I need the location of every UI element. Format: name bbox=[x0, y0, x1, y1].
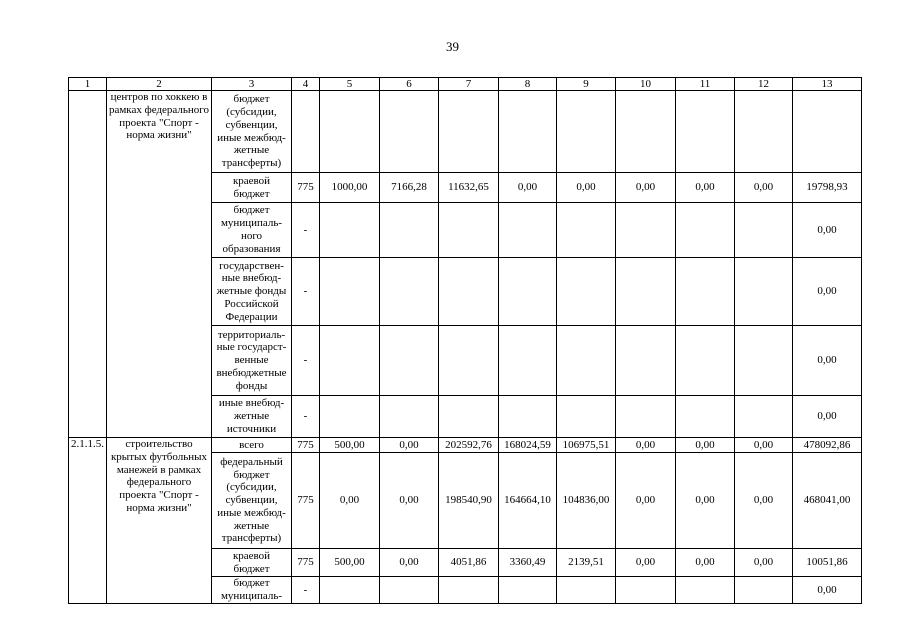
value-cell: 4051,86 bbox=[439, 549, 499, 577]
value-cell: 0,00 bbox=[616, 549, 676, 577]
funding-source-cell: бюджет (субсидии, субвенции, иные межбюд-жетные трансферты) bbox=[212, 91, 292, 173]
value-cell: 1000,00 bbox=[320, 173, 380, 203]
value-cell bbox=[380, 203, 439, 258]
item-code-cell bbox=[69, 91, 107, 438]
total-cell: 10051,86 bbox=[793, 549, 862, 577]
item-name-cell: строительство крытых футбольных манежей в рамках федерального проекта "Спорт - норма жизни" bbox=[107, 438, 212, 604]
value-cell bbox=[616, 91, 676, 173]
table-row bbox=[69, 91, 862, 173]
value-cell bbox=[616, 326, 676, 396]
value-cell bbox=[735, 203, 793, 258]
column-header-12: 12 bbox=[735, 78, 793, 91]
total-cell: 478092,86 bbox=[793, 438, 862, 453]
value-cell bbox=[320, 91, 380, 173]
value-cell: 0,00 bbox=[735, 453, 793, 549]
value-cell bbox=[557, 203, 616, 258]
code-cell bbox=[292, 91, 320, 173]
value-cell bbox=[320, 258, 380, 326]
value-cell: 168024,59 bbox=[499, 438, 557, 453]
value-cell bbox=[499, 258, 557, 326]
value-cell: 0,00 bbox=[616, 438, 676, 453]
column-header-1: 1 bbox=[69, 78, 107, 91]
value-cell bbox=[320, 396, 380, 438]
value-cell: 500,00 bbox=[320, 549, 380, 577]
value-cell: 7166,28 bbox=[380, 173, 439, 203]
column-header-3: 3 bbox=[212, 78, 292, 91]
value-cell bbox=[676, 91, 735, 173]
value-cell bbox=[557, 326, 616, 396]
funding-source-cell: бюджет муниципаль- bbox=[212, 577, 292, 604]
value-cell: 106975,51 bbox=[557, 438, 616, 453]
value-cell: 0,00 bbox=[676, 173, 735, 203]
value-cell bbox=[499, 326, 557, 396]
value-cell bbox=[735, 577, 793, 604]
value-cell: 0,00 bbox=[380, 453, 439, 549]
column-header-6: 6 bbox=[380, 78, 439, 91]
value-cell: 104836,00 bbox=[557, 453, 616, 549]
value-cell: 0,00 bbox=[735, 549, 793, 577]
value-cell bbox=[676, 396, 735, 438]
value-cell: 0,00 bbox=[676, 549, 735, 577]
value-cell bbox=[557, 91, 616, 173]
value-cell: 202592,76 bbox=[439, 438, 499, 453]
table-header-row bbox=[69, 78, 862, 91]
value-cell bbox=[320, 203, 380, 258]
value-cell: 0,00 bbox=[735, 438, 793, 453]
column-header-7: 7 bbox=[439, 78, 499, 91]
value-cell bbox=[735, 91, 793, 173]
column-header-8: 8 bbox=[499, 78, 557, 91]
value-cell: 500,00 bbox=[320, 438, 380, 453]
page-number: 39 bbox=[446, 39, 459, 54]
value-cell: 0,00 bbox=[735, 173, 793, 203]
code-cell: - bbox=[292, 577, 320, 604]
value-cell bbox=[439, 91, 499, 173]
value-cell: 0,00 bbox=[616, 173, 676, 203]
value-cell bbox=[499, 577, 557, 604]
value-cell bbox=[380, 396, 439, 438]
funding-source-cell: всего bbox=[212, 438, 292, 453]
value-cell bbox=[380, 91, 439, 173]
funding-source-cell: краевой бюджет bbox=[212, 173, 292, 203]
funding-source-cell: иные внебюд-жетные источники bbox=[212, 396, 292, 438]
value-cell bbox=[557, 396, 616, 438]
code-cell: - bbox=[292, 396, 320, 438]
value-cell bbox=[499, 203, 557, 258]
column-header-5: 5 bbox=[320, 78, 380, 91]
total-cell: 0,00 bbox=[793, 203, 862, 258]
column-header-10: 10 bbox=[616, 78, 676, 91]
value-cell bbox=[439, 577, 499, 604]
code-cell: 775 bbox=[292, 438, 320, 453]
code-cell: - bbox=[292, 258, 320, 326]
value-cell: 11632,65 bbox=[439, 173, 499, 203]
funding-source-cell: бюджет муниципаль-ного образования bbox=[212, 203, 292, 258]
value-cell: 0,00 bbox=[499, 173, 557, 203]
value-cell bbox=[320, 577, 380, 604]
total-cell: 0,00 bbox=[793, 326, 862, 396]
code-cell: 775 bbox=[292, 173, 320, 203]
column-header-4: 4 bbox=[292, 78, 320, 91]
code-cell: 775 bbox=[292, 549, 320, 577]
funding-source-cell: государствен-ные внебюд-жетные фонды Российской Федерации bbox=[212, 258, 292, 326]
value-cell: 2139,51 bbox=[557, 549, 616, 577]
value-cell: 164664,10 bbox=[499, 453, 557, 549]
value-cell bbox=[499, 91, 557, 173]
table-row bbox=[69, 438, 862, 453]
value-cell: 0,00 bbox=[380, 549, 439, 577]
value-cell bbox=[380, 326, 439, 396]
total-cell: 19798,93 bbox=[793, 173, 862, 203]
value-cell bbox=[616, 258, 676, 326]
column-header-13: 13 bbox=[793, 78, 862, 91]
funding-source-cell: территориаль-ные государст-венные внебюджетные фонды bbox=[212, 326, 292, 396]
value-cell bbox=[735, 258, 793, 326]
item-code-cell: 2.1.1.5. bbox=[69, 438, 107, 604]
value-cell bbox=[616, 396, 676, 438]
column-header-9: 9 bbox=[557, 78, 616, 91]
code-cell: - bbox=[292, 203, 320, 258]
value-cell: 3360,49 bbox=[499, 549, 557, 577]
item-name-cell: центров по хоккею в рамках федерального проекта "Спорт - норма жизни" bbox=[107, 91, 212, 438]
value-cell: 0,00 bbox=[557, 173, 616, 203]
value-cell bbox=[557, 258, 616, 326]
value-cell: 198540,90 bbox=[439, 453, 499, 549]
value-cell bbox=[676, 258, 735, 326]
value-cell bbox=[320, 326, 380, 396]
value-cell: 0,00 bbox=[616, 453, 676, 549]
value-cell bbox=[735, 396, 793, 438]
total-cell bbox=[793, 91, 862, 173]
value-cell: 0,00 bbox=[676, 453, 735, 549]
column-header-2: 2 bbox=[107, 78, 212, 91]
total-cell: 468041,00 bbox=[793, 453, 862, 549]
total-cell: 0,00 bbox=[793, 396, 862, 438]
budget-table bbox=[68, 77, 862, 604]
funding-source-cell: федеральный бюджет (субсидии, субвенции, иные межбюд-жетные трансферты) bbox=[212, 453, 292, 549]
column-header-11: 11 bbox=[676, 78, 735, 91]
value-cell bbox=[439, 203, 499, 258]
total-cell: 0,00 bbox=[793, 577, 862, 604]
value-cell bbox=[439, 258, 499, 326]
value-cell bbox=[380, 258, 439, 326]
value-cell: 0,00 bbox=[676, 438, 735, 453]
value-cell bbox=[676, 203, 735, 258]
value-cell bbox=[439, 326, 499, 396]
value-cell bbox=[616, 577, 676, 604]
code-cell: - bbox=[292, 326, 320, 396]
value-cell bbox=[676, 326, 735, 396]
value-cell: 0,00 bbox=[380, 438, 439, 453]
value-cell bbox=[735, 326, 793, 396]
funding-source-cell: краевой бюджет bbox=[212, 549, 292, 577]
value-cell bbox=[380, 577, 439, 604]
value-cell: 0,00 bbox=[320, 453, 380, 549]
value-cell bbox=[439, 396, 499, 438]
value-cell bbox=[557, 577, 616, 604]
value-cell bbox=[499, 396, 557, 438]
code-cell: 775 bbox=[292, 453, 320, 549]
value-cell bbox=[676, 577, 735, 604]
value-cell bbox=[616, 203, 676, 258]
total-cell: 0,00 bbox=[793, 258, 862, 326]
